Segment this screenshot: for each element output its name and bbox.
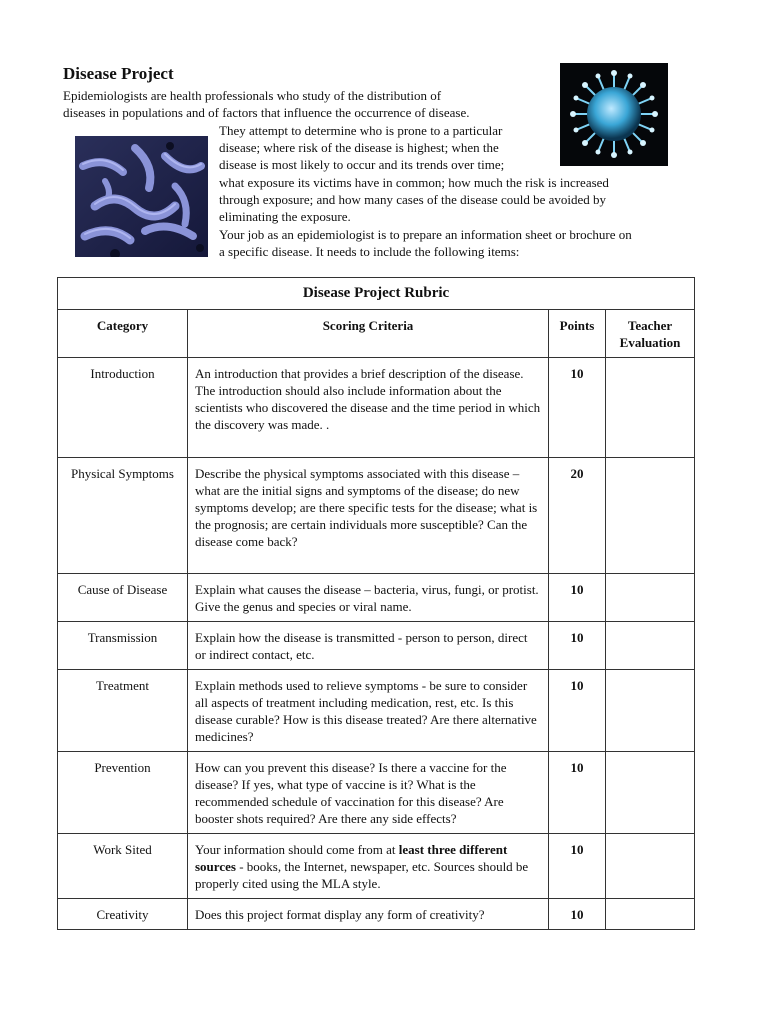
category-cell: Cause of Disease xyxy=(58,574,188,622)
intro-line: They attempt to determine who is prone to a particular xyxy=(219,123,503,138)
table-row xyxy=(58,574,695,622)
table-row xyxy=(58,834,695,899)
rubric-header-row xyxy=(58,310,695,358)
intro-line: through exposure; and how many cases of the disease could be avoided by xyxy=(219,192,607,207)
criteria-cell: Explain how the disease is transmitted - person to person, direct or indirect contact, etc. xyxy=(188,622,549,670)
virus-image xyxy=(560,63,668,166)
table-row xyxy=(58,670,695,752)
intro-line: disease is most likely to occur and its trends over time; xyxy=(219,157,505,172)
evaluation-cell xyxy=(606,358,695,458)
column-header-points: Points xyxy=(549,310,606,358)
criteria-cell: Explain what causes the disease – bacteria, virus, fungi, or protist. Give the genus and species or viral name. xyxy=(188,574,549,622)
table-row xyxy=(58,622,695,670)
category-cell: Transmission xyxy=(58,622,188,670)
column-header-category: Category xyxy=(58,310,188,358)
rubric-title-row xyxy=(58,278,695,310)
category-cell: Introduction xyxy=(58,358,188,458)
criteria-cell: How can you prevent this disease? Is there a vaccine for the disease? If yes, what type of vaccine is it? What is the recommended schedule of vaccination for this disease? Are booster shots required? Are there any side effects? xyxy=(188,752,549,834)
intro-line: Your job as an epidemiologist is to prepare an information sheet or brochure on xyxy=(219,227,632,242)
criteria-text: - books, the Internet, newspaper, etc. Sources should be properly cited using the MLA style. xyxy=(195,859,529,891)
evaluation-cell xyxy=(606,458,695,574)
points-cell: 10 xyxy=(549,622,606,670)
criteria-emphasis: least three different sources xyxy=(195,842,508,874)
column-header-evaluation: Teacher Evaluation xyxy=(606,310,695,358)
category-cell: Prevention xyxy=(58,752,188,834)
criteria-cell: Explain methods used to relieve symptoms - be sure to consider all aspects of treatment including medication, rest, etc. Is this disease curable? How is this disease treated? Are there alternative medicines? xyxy=(188,670,549,752)
points-cell: 20 xyxy=(549,458,606,574)
points-cell: 10 xyxy=(549,899,606,930)
points-cell: 10 xyxy=(549,574,606,622)
category-cell: Physical Symptoms xyxy=(58,458,188,574)
points-cell: 10 xyxy=(549,752,606,834)
table-row xyxy=(58,899,695,930)
category-cell: Creativity xyxy=(58,899,188,930)
criteria-text: Your information should come from at xyxy=(195,842,399,857)
evaluation-cell xyxy=(606,834,695,899)
points-cell: 10 xyxy=(549,358,606,458)
evaluation-cell xyxy=(606,752,695,834)
evaluation-cell xyxy=(606,670,695,752)
points-cell: 10 xyxy=(549,670,606,752)
table-row xyxy=(58,752,695,834)
criteria-cell: An introduction that provides a brief description of the disease. The introduction should also include information about the scientists who discovered the disease and the time period in which the discovery was made. . xyxy=(188,358,549,458)
evaluation-cell xyxy=(606,574,695,622)
column-header-criteria: Scoring Criteria xyxy=(188,310,549,358)
rubric-table xyxy=(57,277,695,930)
intro-line: Epidemiologists are health professionals who study of the distribution of xyxy=(63,88,442,103)
category-cell: Treatment xyxy=(58,670,188,752)
intro-line: a specific disease. It needs to include the following items: xyxy=(219,244,520,259)
page-title: Disease Project xyxy=(63,64,174,83)
intro-line: eliminating the exposure. xyxy=(219,209,351,224)
table-row xyxy=(58,458,695,574)
table-row xyxy=(58,358,695,458)
intro-line: diseases in populations and of factors that influence the occurrence of disease. xyxy=(63,105,470,120)
evaluation-cell xyxy=(606,899,695,930)
criteria-cell: Describe the physical symptoms associated with this disease – what are the initial signs and symptoms of the disease; do new symptoms develop; are there specific tests for the disease; what is the prognosis; are certain individuals more susceptible? Can the disease come back? xyxy=(188,458,549,574)
category-cell: Work Sited xyxy=(58,834,188,899)
criteria-cell xyxy=(188,834,549,899)
rubric-title: Disease Project Rubric xyxy=(58,278,695,310)
bacteria-image xyxy=(75,136,208,257)
criteria-cell: Does this project format display any form of creativity? xyxy=(188,899,549,930)
intro-line: disease; where risk of the disease is highest; when the xyxy=(219,140,499,155)
intro-line: what exposure its victims have in common; how much the risk is increased xyxy=(219,175,609,190)
evaluation-cell xyxy=(606,622,695,670)
points-cell: 10 xyxy=(549,834,606,899)
